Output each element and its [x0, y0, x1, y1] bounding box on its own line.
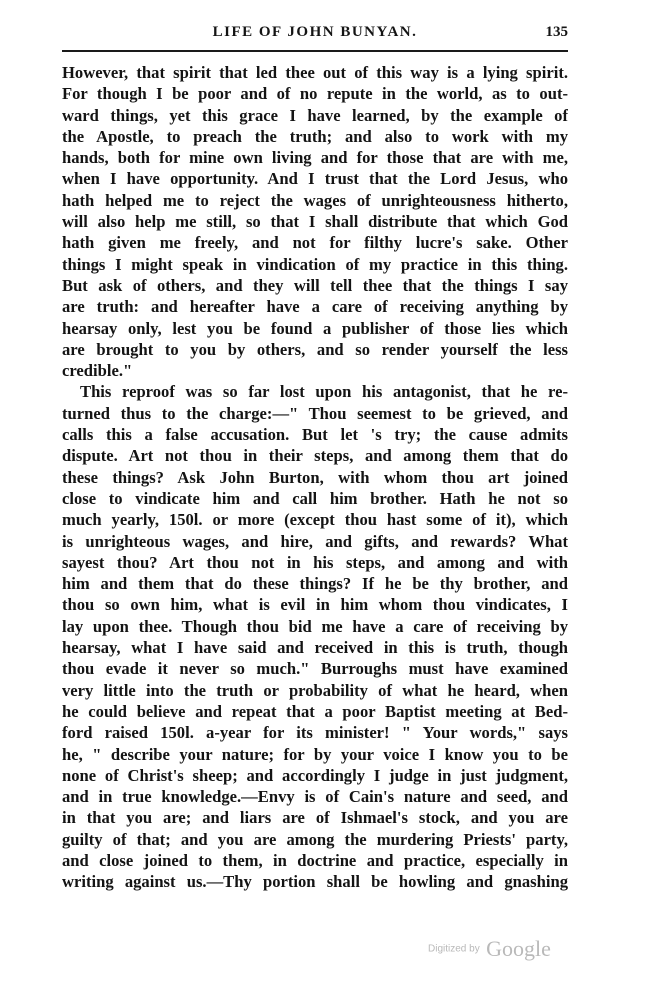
text-line: hearsay only, lest you be found a publisher of those lies which: [62, 318, 568, 338]
text-line: very little into the truth or probability of what he heard, when: [62, 680, 568, 700]
body-text: [62, 62, 568, 893]
text-line: are truth: and hereafter have a care of receiving anything by: [62, 297, 568, 317]
text-line: hands, both for mine own living and for those that are with me,: [62, 148, 568, 168]
text-line: these things? Ask John Burton, with whom thou art joined: [62, 467, 568, 487]
text-line: hearsay, what I have said and received in this is truth, though: [62, 638, 568, 658]
digitized-watermark: [428, 936, 551, 962]
text-line: dispute. Art not thou in their steps, and among them that do: [62, 446, 568, 466]
text-line: are brought to you by others, and so render yourself the less: [62, 339, 568, 359]
text-line: hath given me freely, and not for filthy lucre's sake. Other: [62, 233, 568, 253]
header-rule: [62, 50, 568, 52]
text-line: turned thus to the charge:—" Thou seemest to be grieved, and: [62, 403, 568, 423]
page-header: [62, 20, 568, 46]
text-line: ford raised 150l. a-year for its minister! " Your words," says: [62, 723, 568, 743]
text-line: is unrighteous wages, and hire, and gifts, and rewards? What: [62, 531, 568, 551]
text-line: things I might speak in vindication of my practice in this thing.: [62, 254, 568, 274]
watermark-prefix: Digitized by: [428, 943, 480, 955]
text-line: close to vindicate him and call him brother. Hath he not so: [62, 488, 568, 508]
text-line: For though I be poor and of no repute in the world, as to out-: [62, 84, 568, 104]
text-line: in that you are; and liars are of Ishmael's stock, and you are: [62, 808, 568, 828]
text-line: when I have opportunity. And I trust that the Lord Jesus, who: [62, 169, 568, 189]
text-line: ward things, yet this grace I have learned, by the example of: [62, 105, 568, 125]
text-line: guilty of that; and you are among the murdering Priests' party,: [62, 829, 568, 849]
text-line: credible.": [62, 361, 133, 381]
text-line: thou evade it never so much." Burroughs must have examined: [62, 659, 568, 679]
running-title: LIFE OF JOHN BUNYAN.: [212, 24, 418, 40]
text-line: the Apostle, to preach the truth; and also to work with my: [62, 126, 568, 146]
text-line: calls this a false accusation. But let 's try; the cause admits: [62, 425, 568, 445]
text-line: will also help me still, so that I shall distribute that which God: [62, 212, 568, 232]
text-line: and in true knowledge.—Envy is of Cain's nature and seed, and: [62, 787, 568, 807]
text-line: sayest thou? Art thou not in his steps, and among and with: [62, 552, 568, 572]
page-number: 135: [545, 24, 568, 40]
watermark-brand: Google: [486, 936, 551, 961]
text-line: hath helped me to reject the wages of unrighteousness hitherto,: [62, 190, 568, 210]
text-line: he, " describe your nature; for by your voice I know you to be: [62, 744, 568, 764]
text-line: he could believe and repeat that a poor Baptist meeting at Bed-: [62, 701, 568, 721]
text-line: But ask of others, and they will tell thee that the things I say: [62, 275, 568, 295]
text-line: However, that spirit that led thee out of this way is a lying spirit.: [62, 63, 568, 82]
text-line: and close joined to them, in doctrine and practice, especially in: [62, 850, 568, 870]
text-line: much yearly, 150l. or more (except thou hast some of it), which: [62, 510, 568, 530]
text-line: writing against us.—Thy portion shall be howling and gnashing: [62, 872, 568, 892]
paragraph-start-line: This reproof was so far lost upon his antagonist, that he re-: [80, 382, 568, 402]
text-line: none of Christ's sheep; and accordingly I judge in just judgment,: [62, 765, 568, 785]
text-line: thou so own him, what is evil in him whom thou vindicates, I: [62, 595, 568, 615]
text-line: him and them that do these things? If he be thy brother, and: [62, 574, 568, 594]
text-line: lay upon thee. Though thou bid me have a care of receiving by: [62, 616, 568, 636]
